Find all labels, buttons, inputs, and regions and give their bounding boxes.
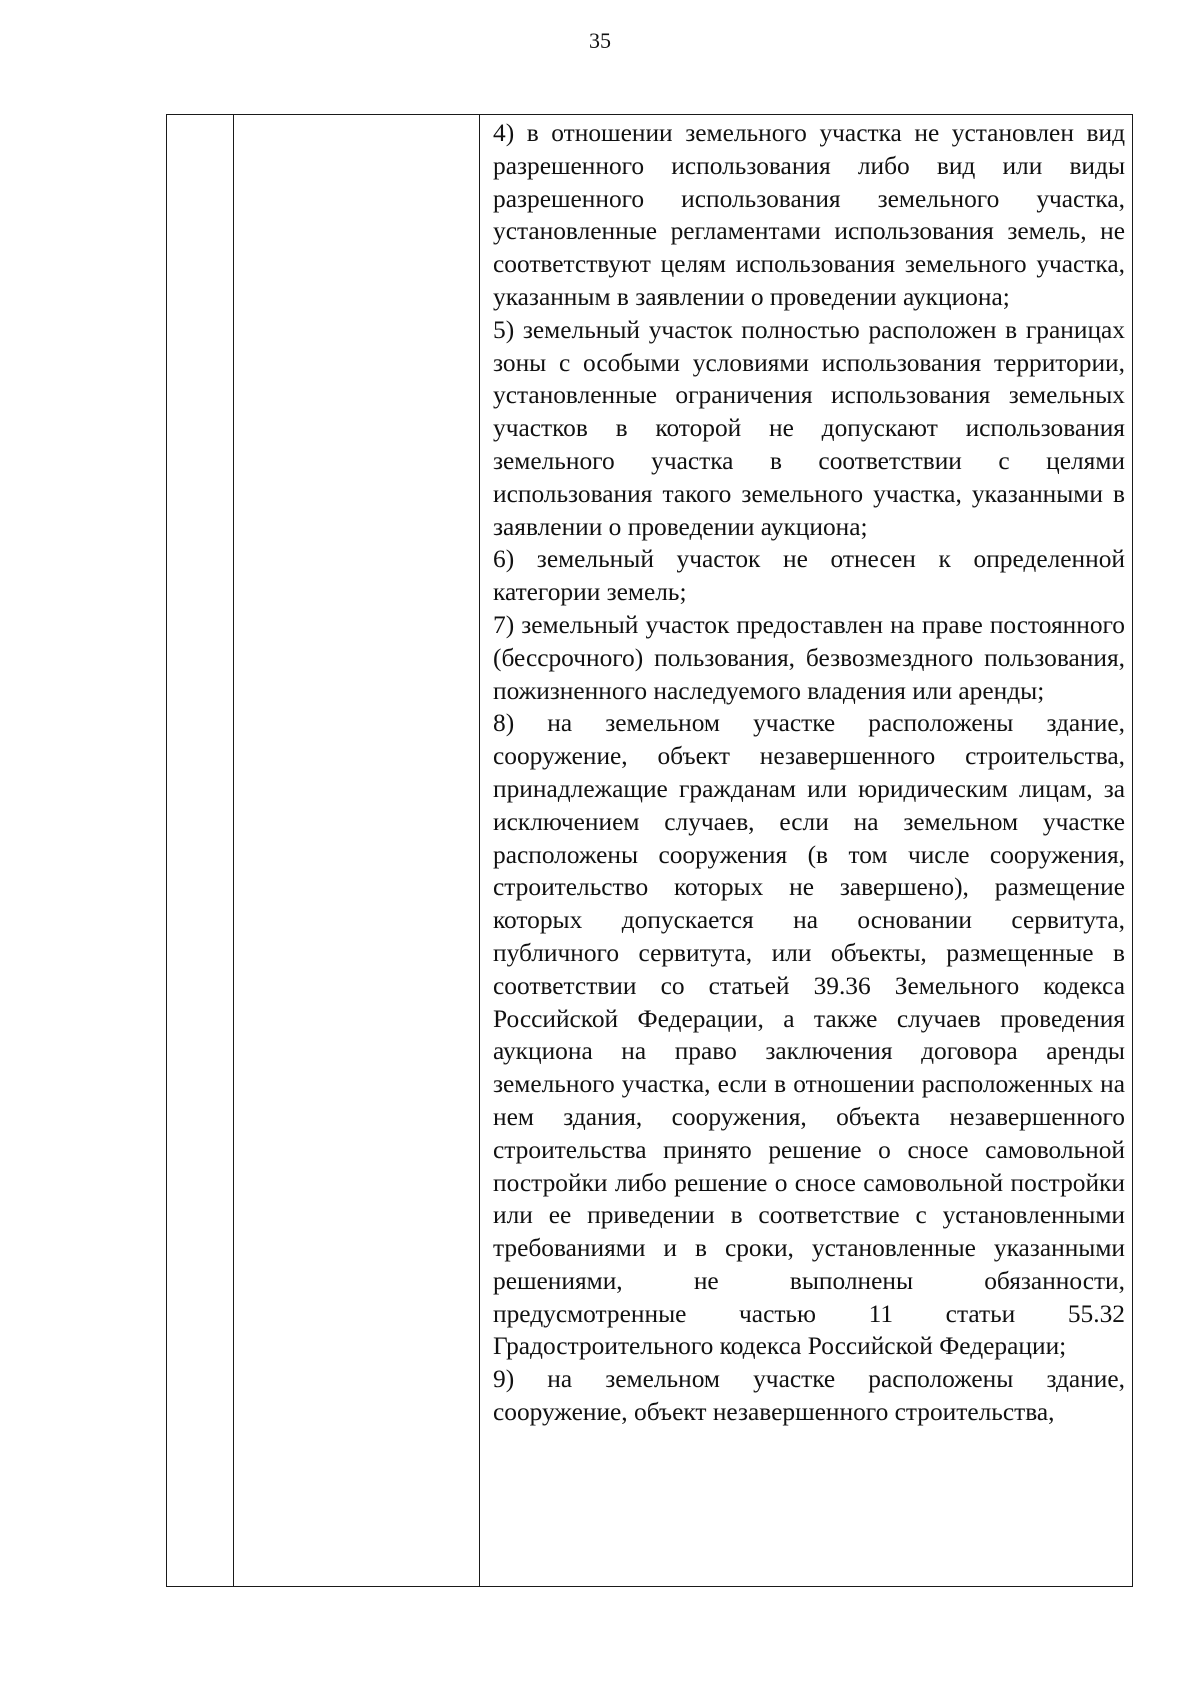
- list-item-6: 6) земельный участок не отнесен к определенной категории земель;: [493, 545, 1125, 607]
- list-item-9: 9) на земельном участке расположены здание, сооружение, объект незавершенного строительства,: [493, 1365, 1125, 1427]
- column-divider-1: [233, 115, 234, 1586]
- list-item-5: 5) земельный участок полностью расположен в границах зоны с особыми условиями использования территории, установленные ограничения использования земельных участков в которой не допускают использования земельного участка в соответствии с целями использования такого земельного участка, указанными в заявлении о проведении аукциона;: [493, 315, 1125, 541]
- column-divider-2: [479, 115, 480, 1586]
- list-item-4: 4) в отношении земельного участка не установлен вид разрешенного использования либо вид или виды разрешенного использования земельного участка, установленные регламентами использования земель, не соответствуют целям использования земельного участка, указанным в заявлении о проведении аукциона;: [493, 119, 1125, 311]
- page-number: 35: [589, 28, 611, 53]
- table-cell-conditions: [493, 117, 1125, 1429]
- list-item-7: 7) земельный участок предоставлен на праве постоянного (бессрочного) пользования, безвозмездного пользования, пожизненного наследуемого владения или аренды;: [493, 610, 1125, 705]
- list-item-8: 8) на земельном участке расположены здание, сооружение, объект незавершенного строительства, принадлежащие гражданам или юридическим лицам, за исключением случаев, если на земельном участке расположены сооружения (в том числе сооружения, строительство которых не завершено), размещение которых допускается на основании сервитута, публичного сервитута, или объекты, размещенные в соответствии со статьей 39.36 Земельного кодекса Российской Федерации, а также случаев проведения аукциона на право заключения договора аренды земельного участка, если в отношении расположенных на нем здания, сооружения, объекта незавершенного строительства принято решение о сносе самовольной постройки либо решение о сносе самовольной постройки или ее приведении в соответствие с установленными требованиями и в сроки, установленные указанными решениями, не выполнены обязанности, предусмотренные частью 11 статьи 55.32 Градостроительного кодекса Российской Федерации;: [493, 709, 1125, 1361]
- document-table: [166, 114, 1133, 1587]
